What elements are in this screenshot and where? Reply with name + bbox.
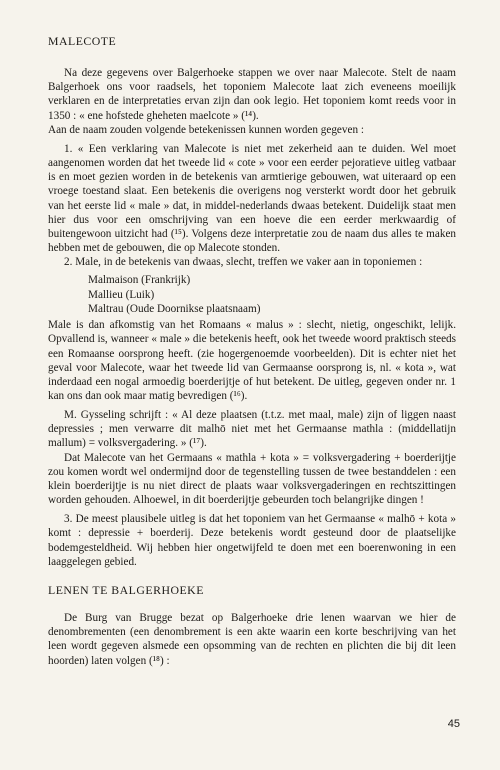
toponym-item: Malmaison (Frankrijk) [88,274,191,287]
paragraph-burg-van-brugge: De Burg van Brugge bezat op Balgerhoeke drie lenen waarvan we hier de denombrementen (een denombrement is een akte waarin een korte beschrijving van het leen wordt gegeven alsmede een opsomming van de rechten en plichten die bij dit leen hoorden) laten volgen (¹⁸) : [48,612,456,667]
paragraph-intro: Na deze gegevens over Balgerhoeke stappen we over naar Malecote. Stelt de naam Balgerhoek ons voor raadsels, het toponiem Malecote laat zich eveneens moeilijk verklaren en de interpretaties ervan zijn dan ook legio. Het toponiem komt reeds voor in 1350 : « ene hofstede gheheten maelcote » (¹⁴). [48,67,456,122]
paragraph-meaning-3: 3. De meest plausibele uitleg is dat het toponiem van het Germaanse « malhō + kota » komt : depressie + boerderij. Deze betekenis wordt gesteund door de plaatselijke bodemgesteldheid. Wij hebben hier ongetwijfeld te doen met een boerenwoning in een laaggelegen gebied. [48,513,456,568]
toponym-item: Mallieu (Luik) [88,288,155,301]
toponym-item: Maltrau (Oude Doornikse plaatsnaam) [88,302,261,315]
paragraph-germaans: Dat Malecote van het Germaans « mathla + kota » = volksvergadering + boerderijtje zou komen wordt wel ondermijnd door de tegenstelling tussen de twee bestanddelen : een klein boerderijtje is nu niet direct de plaats waar volksvergaderingen en rechtszittingen worden gehouden. Alhoewel, in dit boerderijtje gebeurden toch belangrijke dingen ! [48,451,456,507]
paragraph-romaans: Male is dan afkomstig van het Romaans « malus » : slecht, nietig, ongeschikt, lelijk. Opvallend is, wanneer « male » die betekenis heeft, ook het tweede woord praktisch steeds een Romaanse oorsprong heeft. (zie hogergenoemde voorbeelden). Dit is echter niet het geval voor Malecote, waar het tweede lid van Germaanse oorsprong is, nl. « kota », wat inderdaad een nogal armoedig boerderijtje of hut betekent. De uitleg, gegeven onder nr. 1 kan ons dan ook maar matig bevredigen (¹⁶). [48,319,456,403]
page-content [48,34,456,668]
section-heading-malecote: MALECOTE [48,34,117,48]
page-number: 45 [447,718,460,730]
section-heading-lenen: LENEN TE BALGERHOEKE [48,582,204,597]
paragraph-meanings-intro: Aan de naam zouden volgende betekenissen kunnen worden gegeven : [48,123,364,136]
paragraph-meaning-2: 2. Male, in de betekenis van dwaas, slecht, treffen we vaker aan in toponiemen : [64,256,423,269]
toponym-list [88,273,456,316]
paragraph-gysseling: M. Gysseling schrijft : « Al deze plaatsen (t.t.z. met maal, male) zijn of liggen naast depressies ; men verwarre dit malhō niet met het Germaanse mathla : (middellatijn mallum) = volksvergadering. » (¹⁷). [48,409,456,450]
paragraph-meaning-1: 1. « Een verklaring van Malecote is niet met zekerheid aan te duiden. Wel moet aangenomen worden dat het tweede lid « cote » voor een eerder pejoratieve uitleg vatbaar is en moet gezien worden in de betekenis van armtierige gebouwen, wat uiteraard op een vroege toestand slaat. Een betekenis die overigens nog versterkt wordt door het gebruik van het eerste lid « male » dat, in middel-nederlands dwaas betekent. Duidelijk staat men hier dus voor een omschrijving van een hoeve die een eerder merkwaardig of buitengewoon uitzicht had (¹⁵). Volgens deze interpretatie zou de naam dus alles te maken hebben met de gebouwen, die op Malecote stonden. [48,142,456,255]
